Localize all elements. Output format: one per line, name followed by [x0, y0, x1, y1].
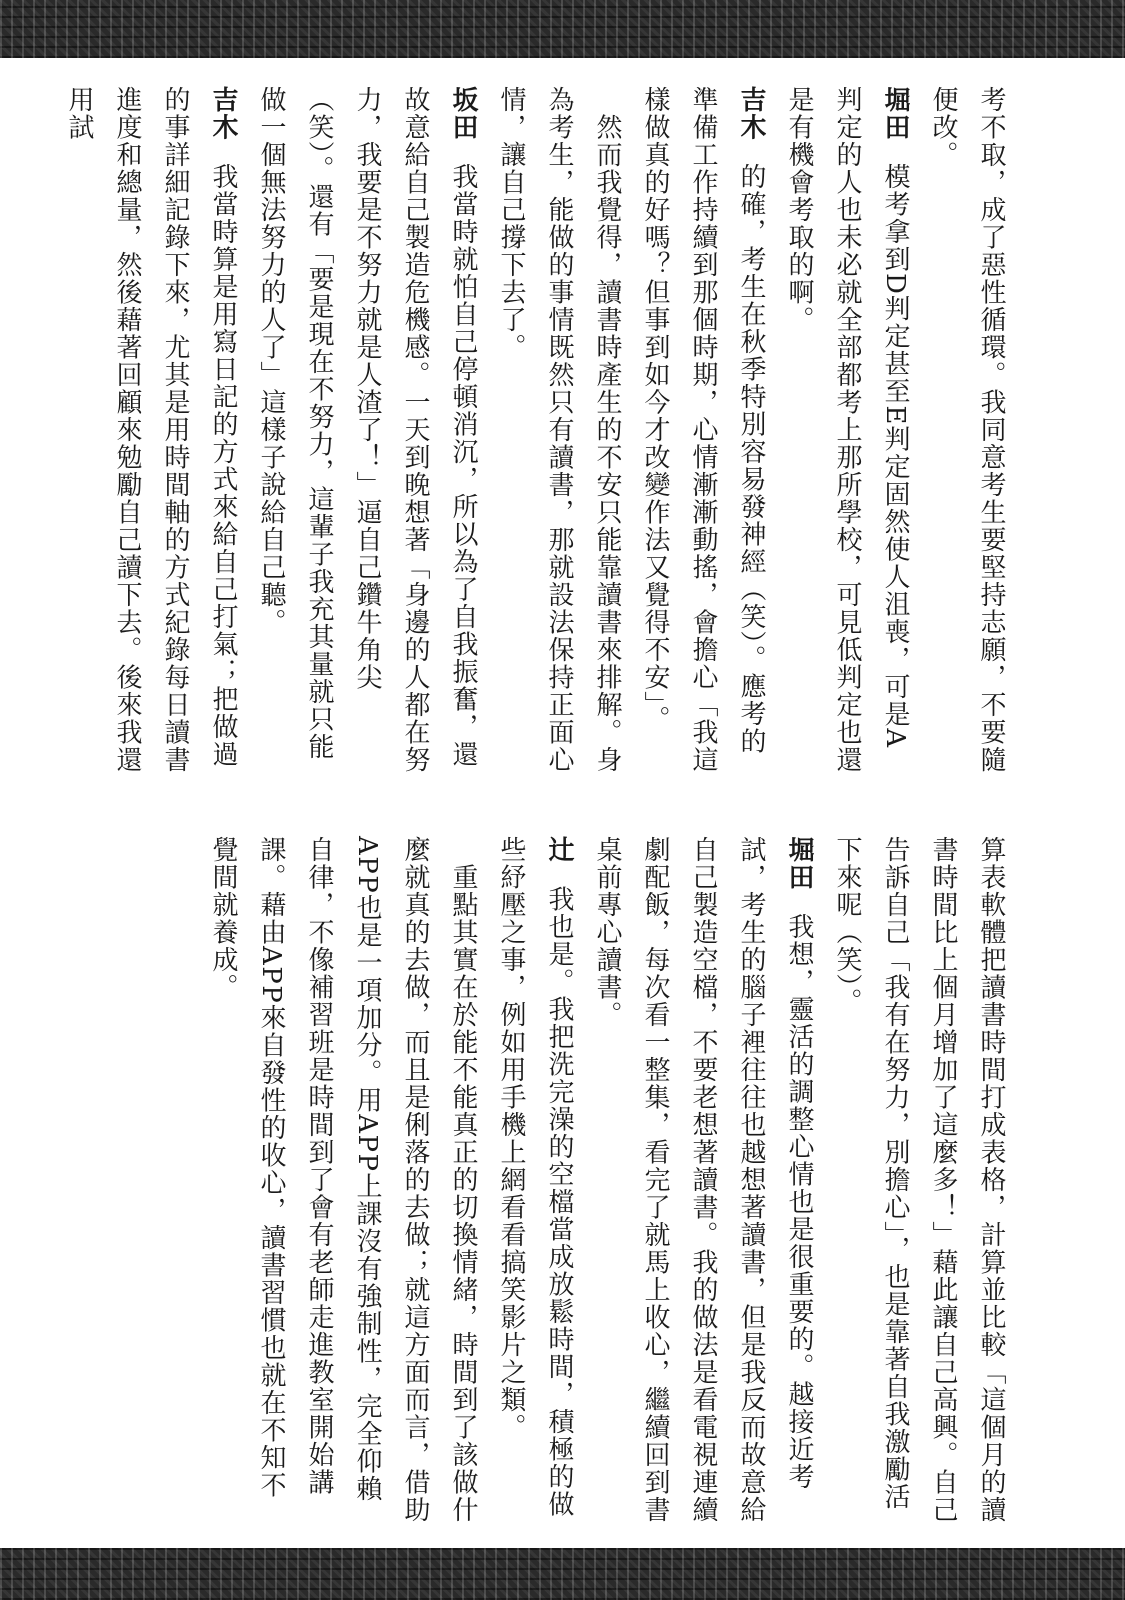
paragraph-text: 然而我覺得，讀書時產生的不安只能靠讀書來排解。身為考生，能做的事情既然只有讀書，那就設法保持正面心情，讓自己撐下去了。 [496, 86, 622, 774]
paragraph [631, 86, 775, 776]
paragraph-text: 我也是。我把洗完澡的空檔當成放鬆時間，積極的做些紓壓之事，例如用手機上網看看搞笑影片之類。 [496, 836, 574, 1518]
speaker-name: 堀田 [880, 86, 910, 141]
paragraph [487, 86, 631, 776]
upper-text-block [64, 86, 1015, 776]
speaker-name: 吉木 [736, 86, 766, 141]
paragraph [55, 86, 247, 776]
speaker-name: 坂田 [448, 86, 478, 141]
paragraph [247, 86, 487, 776]
paragraph [583, 836, 823, 1526]
paragraph-text: 考不取，成了惡性循環。我同意考生要堅持志願，不要隨便改。 [928, 86, 1006, 774]
top-decorative-band [0, 0, 1125, 58]
paragraph-text: 重點其實在於能不能真正的切換情緒，時間到了該做什麼就真的去做，而且是俐落的去做；就這方面而言，借助APP也是一項加分。用APP上課沒有強制性，完全仰賴自律，不像補習班是時間到了會有老師走進教室開始講課。藉由APP來自發性的收心，讀書習慣也就在不知不覺間就養成。 [208, 836, 478, 1524]
paragraph-text: 的確，考生在秋季特別容易發神經（笑）。應考的準備工作持續到那個時期，心情漸漸動搖，會擔心「我這樣做真的好嗎？但事到如今才改變作法又覺得不安」。 [640, 86, 766, 774]
bottom-decorative-band [0, 1548, 1125, 1600]
paragraph [199, 836, 487, 1526]
paragraph-text: 我當時就怕自己停頓消沉，所以為了自我振奮，還故意給自己製造危機感。一天到晚想著「身邊的人都在努力，我要是不努力就是人渣了！」逼自己鑽牛角尖（笑）。還有「要是現在不努力，這輩子我充其量就只能做一個無法努力的人了」這樣子說給自己聽。 [256, 86, 478, 774]
speaker-name: 辻 [544, 836, 574, 864]
paragraph-text: 我想，靈活的調整心情也是很重要的。越接近考試，考生的腦子裡往往也越想著讀書，但是我反而故意給自己製造空檔，不要老想著讀書。我的做法是看電視連續劇配飯，每次看一整集，看完了就馬上收心，繼續回到書桌前專心讀書。 [592, 836, 814, 1524]
paragraph-text: 我當時算是用寫日記的方式來給自己打氣；把做過的事詳細記錄下來，尤其是用時間軸的方式紀錄每日讀書進度和總量，然後藉著回顧來勉勵自己讀下去。後來我還用試 [64, 86, 238, 774]
lower-text-block [115, 836, 1015, 1526]
speaker-name: 堀田 [784, 836, 814, 891]
paragraph-text: 模考拿到D判定甚至E判定固然使人沮喪，可是A判定的人也未必就全部都考上那所學校，可見低判定也還是有機會考取的啊。 [784, 86, 910, 774]
paragraph-text: 算表軟體把讀書時間打成表格，計算並比較「這個月的讀書時間比上個月增加了這麼多！」藉此讓自己高興。自己告訴自己「我有在努力，別擔心」，也是靠著自我激勵活下來呢（笑）。 [832, 836, 1006, 1524]
paragraph [823, 836, 1015, 1526]
paragraph [775, 86, 919, 776]
speaker-name: 吉木 [208, 86, 238, 141]
paragraph [919, 86, 1015, 776]
paragraph [487, 836, 583, 1526]
